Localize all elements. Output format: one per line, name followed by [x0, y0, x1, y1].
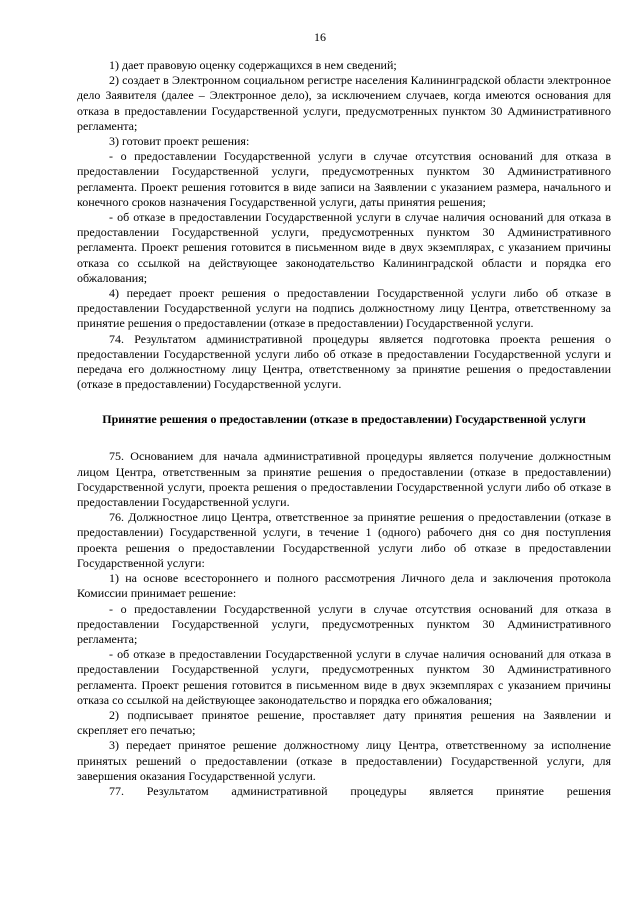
- list-item-2: 2) создает в Электронном социальном регистре населения Калининградской области электронное дело Заявителя (далее – Электронное дело), за исключением случаев, когда имеются основания для отказа в предоставлении Государственной услуги, предусмотренных пунктом 30 Административного регламента;: [77, 73, 611, 133]
- list-item-3-transfer: 3) передает принятое решение должностному лицу Центра, ответственному за исполнение принятых решений о предоставлении (отказе в предоставлении) Государственной услуги, для завершения оказания Государственной услуги.: [77, 738, 611, 783]
- bullet-approval-draft: - о предоставлении Государственной услуги в случае отсутствия оснований для отказа в предоставлении Государственной услуги, предусмотренных пунктом 30 Административного регламента. Проект решения готовится в виде записи на Заявлении с указанием размера, начального и конечного сроков назначения Государственной услуги, даты принятия решения;: [77, 149, 611, 209]
- list-item-1-decision: 1) на основе всестороннего и полного рассмотрения Личного дела и заключения протокола Комиссии принимает решение:: [77, 571, 611, 601]
- list-item-2-sign: 2) подписывает принятое решение, проставляет дату принятия решения на Заявлении и скрепляет его печатью;: [77, 707, 611, 738]
- bullet-approval-decision: - о предоставлении Государственной услуги в случае отсутствия оснований для отказа в предоставлении Государственной услуги, предусмотренных пунктом 30 Административного регламента;: [77, 601, 611, 646]
- list-item-3: 3) готовит проект решения:: [109, 134, 250, 149]
- paragraph-74: 74. Результатом административной процедуры является подготовка проекта решения о предоставлении Государственной услуги либо об отказе в предоставлении Государственной услуги и передача его должностному лицу Центра, ответственному за принятие решения о предоставлении (отказе в предоставлении) Государственной услуги.: [77, 331, 611, 392]
- paragraph-76: 76. Должностное лицо Центра, ответственное за принятие решения о предоставлении (отказе в предоставлении) Государственной услуги, в течение 1 (одного) рабочего дня со дня поступления проекта решения о предоставлении Государственной услуги либо об отказе в предоставлении Государственной услуги:: [77, 510, 611, 570]
- list-item-4: 4) передает проект решения о предоставлении Государственной услуги либо об отказе в предоставлении Государственной услуги на подпись должностному лицу Центра, ответственному за принятие решения о предоставлении (отказе в предоставлении) Государственной услуги.: [77, 286, 611, 331]
- bullet-refusal-decision: - об отказе в предоставлении Государственной услуги в случае наличия оснований для отказа в предоставлении Государственной услуги, предусмотренных пунктом 30 Административного регламента. Проект решения готовится в письменном виде в двух экземплярах с указанием причины отказа со ссылкой на действующее законодательство и порядка его обжалования;: [77, 647, 611, 707]
- section-heading: Принятие решения о предоставлении (отказе в предоставлении) Государственной услуги: [102, 412, 586, 427]
- paragraph-75: 75. Основанием для начала административной процедуры является получение должностным лицом Центра, ответственным за принятие решения о предоставлении (отказе в предоставлении) Государственной услуги, проекта решения о предоставлении Государственной услуги либо об отказе в предоставлении Государственной услуги.: [77, 449, 611, 510]
- bullet-refusal-draft: - об отказе в предоставлении Государственной услуги в случае наличия оснований для отказа в предоставлении Государственной услуги, предусмотренных пунктом 30 Административного регламента. Проект решения готовится в письменном виде в двух экземплярах, с указанием причины отказа со ссылкой на действующее законодательство Калининградской области и порядка его обжалования;: [77, 210, 611, 285]
- page-number: 16: [314, 30, 326, 44]
- list-item-1: 1) дает правовую оценку содержащихся в нем сведений;: [109, 58, 397, 72]
- paragraph-77: 77. Результатом административной процедуры является принятие решения: [109, 783, 611, 798]
- document-body: [77, 58, 611, 799]
